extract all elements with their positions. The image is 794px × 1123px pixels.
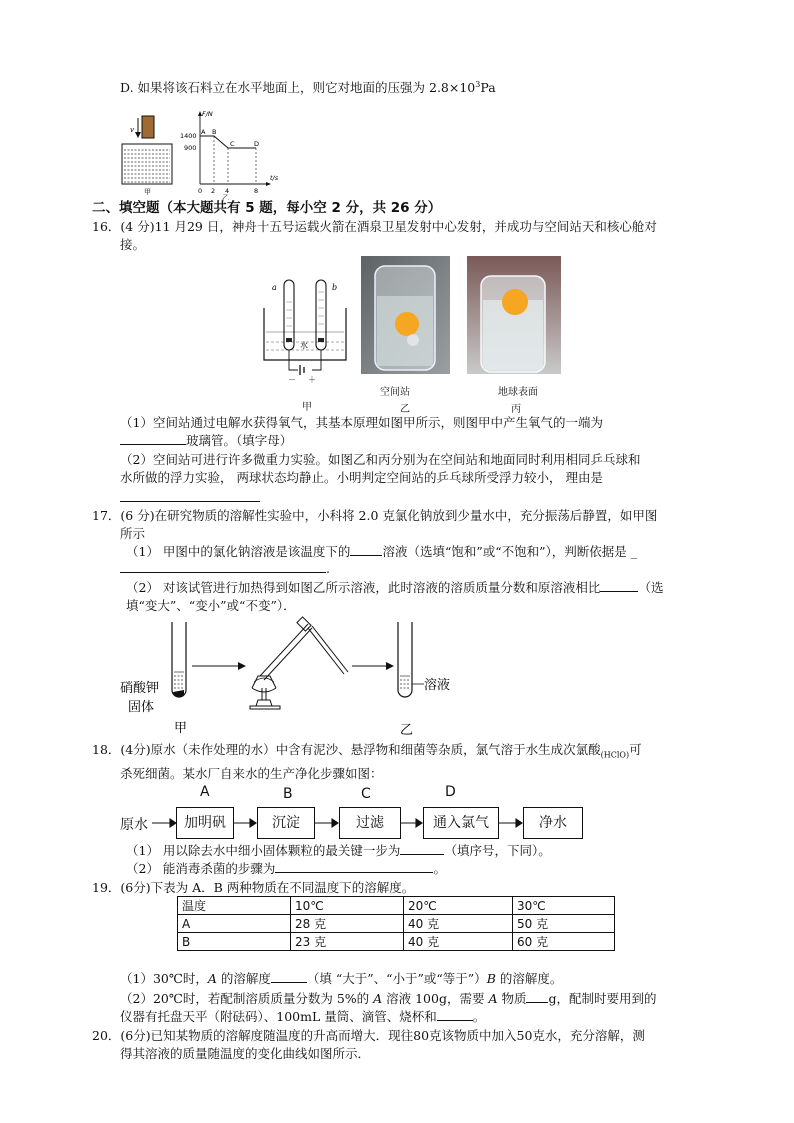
fig17-caption-yi: 乙 (400, 723, 414, 738)
table-header-cell: 10℃ (291, 897, 404, 915)
answer-blank[interactable] (526, 990, 548, 1003)
q17-stem: 17．(6 分)在研究物质的溶解性实验中，小科将 2.0 克氯化钠放到少量水中，充分振荡后静置，如甲图 (92, 508, 658, 523)
solid-label: 固体 (128, 700, 155, 715)
table-cell: 40 克 (404, 915, 513, 933)
table-header-row (178, 897, 615, 915)
q16-part1-cont: 玻璃管。（填字母） (120, 432, 292, 450)
fig17-caption-jia: 甲 (174, 721, 188, 736)
electrolysis-figure (258, 272, 354, 384)
minus-label: － (288, 375, 296, 384)
answer-blank[interactable] (437, 1008, 473, 1021)
answer-blank[interactable] (120, 560, 326, 573)
kno3-label: 硝酸钾 (120, 681, 160, 696)
q18-part2: （2） 能消毒杀菌的步骤为 。 (126, 861, 446, 876)
answer-blank[interactable] (275, 860, 433, 873)
heating-figure (112, 616, 452, 738)
table-cell: 23 克 (291, 933, 404, 951)
solution-label: 溶液 (424, 678, 451, 693)
plus-label: ＋ (308, 375, 316, 384)
fig-stone-caption-left: 甲 (144, 188, 151, 196)
q19-stem: 19．(6分)下表为 A．B 两种物质在不同温度下的溶解度。 (92, 880, 415, 895)
point-label: B (212, 128, 217, 136)
step-letter-b: B (283, 786, 293, 802)
section-title: 二、填空题（本大题共有 5 题，每小空 2 分，共 26 分） (92, 200, 442, 216)
q16-stem: 16．(4 分)11 月29 日，神舟十五号运载火箭在酒泉卫星发射中心发射，并成功与空间站天和核心舱对 (92, 219, 657, 234)
fig-stone-caption-right: 乙 (222, 194, 229, 200)
fig-caption-yi: 乙 (400, 404, 410, 415)
answer-blank[interactable] (120, 432, 186, 445)
q17-part1-cont: . (120, 560, 330, 578)
q17-part2-cont: 填“变大”、“变小”或“不变”）． (126, 598, 296, 613)
photo-label-space-station: 空间站 (380, 387, 410, 398)
point-label: A (201, 128, 206, 136)
fig-caption-jia: 甲 (302, 402, 312, 413)
table-cell: 60 克 (513, 933, 615, 951)
q18-part1: （1） 用以除去水中细小固体颗粒的最关键一步为 （填序号，下同）。 (126, 843, 551, 858)
x-tick: 8 (254, 187, 259, 195)
x-tick: 2 (211, 187, 216, 195)
answer-blank[interactable] (400, 842, 444, 855)
photo-label-earth: 地球表面 (498, 387, 538, 398)
table-row (178, 915, 615, 933)
force-time-graph (180, 110, 279, 200)
step-letter-c: C (361, 786, 371, 802)
point-label: D (254, 140, 260, 148)
velocity-label: v (130, 126, 134, 134)
water-label: 水 (300, 341, 308, 350)
stone-block (142, 116, 154, 138)
y-tick: 900 (184, 144, 197, 152)
y-axis-label: F/N (202, 110, 213, 118)
table-header-cell: 温度 (178, 897, 291, 915)
table-cell: A (178, 915, 291, 933)
table-header-cell: 30℃ (513, 897, 615, 915)
space-station-photo (361, 256, 450, 374)
q17-part1: （1） 甲图中的氯化钠溶液是该温度下的 溶液（选填“饱和”或“不饱和”），判断依据是 _ (126, 544, 637, 559)
q20-stem: 20．(6分)已知某物质的溶解度随温度的升高而增大．现往80克该物质中加入50克水，充分溶解，测 (92, 1028, 645, 1043)
flow-step-clean-water: 净水 (523, 807, 583, 839)
q18-stem: 18．(4分)原水（未作处理的水）中含有泥沙、悬浮物和细菌等杂质，氯气溶于水生成次氯酸$_{(HClO)}$可 (92, 742, 642, 760)
table-cell: B (178, 933, 291, 951)
x-axis-label: t/s (270, 174, 279, 182)
tube-label-b: b (332, 283, 338, 292)
q18-stem-cont: 杀死细菌。某水厂自来水的生产净化步骤如图： (120, 766, 383, 781)
answer-blank[interactable] (600, 579, 638, 592)
y-tick: 1400 (180, 132, 197, 140)
flow-start: 原水 (120, 817, 148, 833)
table-header-cell: 20℃ (404, 897, 513, 915)
answer-blank[interactable] (120, 489, 260, 502)
q16-part2-cont: 水所做的浮力实验， 两球状态均静止。小明判定空间站的乒乓球所受浮力较小， 理由是 (120, 470, 603, 485)
q20-stem-cont: 得其溶液的质量随温度的变化曲线如图所示． (120, 1046, 371, 1061)
flow-step-settle: 沉淀 (257, 807, 315, 839)
table-cell: 28 克 (291, 915, 404, 933)
option-d: D. 如果将该石料立在水平地面上，则它对地面的压强为 $2.8\times 10^3Pa$ (120, 80, 496, 96)
q16-part1: （1）空间站通过电解水获得氧气，其基本原理如图甲所示，则图甲中产生氧气的一端为 (120, 415, 603, 430)
q19-part1: （1）30℃时，A 的溶解度 （填 “大于”、“小于”或“等于”）B 的溶解度。 (120, 971, 563, 986)
q16-stem-cont: 接。 (120, 237, 146, 252)
flow-step-alum: 加明矾 (176, 807, 234, 839)
step-letter-a: A (200, 784, 210, 800)
table-cell: 50 克 (513, 915, 615, 933)
heating-apparatus (250, 617, 348, 709)
tube-label-a: a (272, 283, 277, 292)
table-row (178, 933, 615, 951)
solubility-table (177, 896, 615, 951)
point-label: C (230, 140, 235, 148)
step-letter-d: D (445, 784, 456, 800)
q19-part2: （2）20℃时，若配制溶质质量分数为 5%的 A 溶液 100g，需要 A 物质 g，配制时要用到的 (120, 991, 657, 1006)
q16-part2: （2）空间站可进行许多微重力实验。如图乙和丙分别为在空间站和地面同时利用相同乒乓球和 (120, 452, 641, 467)
stone-figure (118, 108, 288, 200)
x-tick: 4 (225, 187, 230, 195)
water-container (122, 144, 172, 184)
flow-step-filter: 过滤 (339, 807, 401, 839)
x-tick: 0 (198, 187, 203, 195)
table-cell: 40 克 (404, 933, 513, 951)
q17-stem-cont: 所示 (120, 526, 146, 541)
earth-surface-photo (467, 256, 561, 374)
q17-part2: （2） 对该试管进行加热得到如图乙所示溶液，此时溶液的溶质质量分数和原溶液相比 （选 (126, 580, 664, 595)
flow-step-chlorine: 通入氯气 (423, 807, 499, 839)
answer-blank[interactable] (350, 543, 382, 556)
q19-part3: 仪器有托盘天平（附砝码）、100mL 量筒、滴管、烧杯和 。 (120, 1009, 486, 1024)
answer-blank[interactable] (271, 970, 307, 983)
fig-caption-bing: 丙 (511, 404, 521, 415)
